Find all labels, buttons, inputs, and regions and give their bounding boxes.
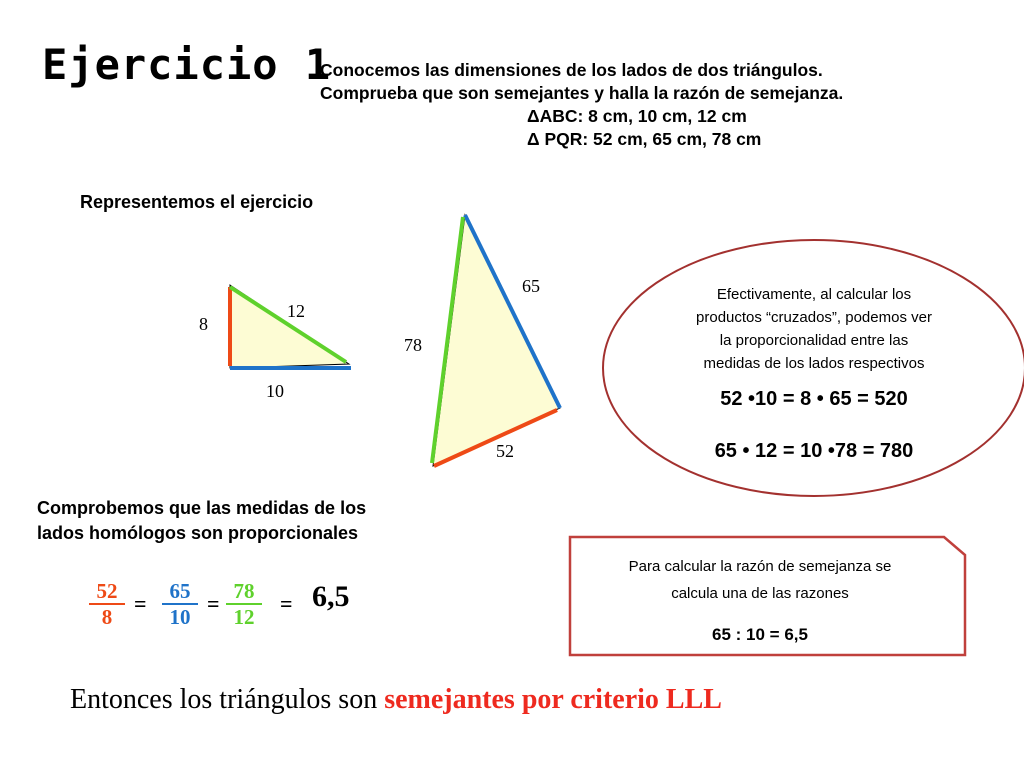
- box-line-2: calcula una de las razones: [671, 585, 849, 602]
- ellipse-line-4: medidas de los lados respectivos: [703, 355, 925, 372]
- check-line-2: lados homólogos son proporcionales: [37, 523, 359, 543]
- fraction-denominator: 12: [233, 605, 255, 629]
- conclusion-prefix: Entonces los triángulos son: [70, 684, 385, 715]
- cross-product-1: 52 •10 = 8 • 65 = 520: [720, 388, 908, 410]
- label-small-12: 12: [287, 301, 305, 321]
- fraction-denominator: 8: [101, 605, 113, 629]
- label-small-10: 10: [266, 381, 284, 401]
- ratio-result: 6,5: [312, 580, 350, 613]
- conclusion-highlight: semejantes por criterio LLL: [384, 684, 722, 715]
- ellipse-line-3: la proporcionalidad entre las: [719, 332, 909, 349]
- check-line-1: Comprobemos que las medidas de los: [37, 498, 367, 518]
- box-ratio-result: 65 : 10 = 6,5: [712, 625, 808, 644]
- fraction-numerator: 52: [89, 579, 125, 605]
- fraction-65-10: [162, 579, 198, 629]
- large-triangle-fill: [433, 215, 560, 466]
- check-heading: [37, 496, 366, 546]
- triangle-abc-data: ΔABC: 8 cm, 10 cm, 12 cm: [527, 106, 747, 126]
- equals-sign: =: [280, 591, 293, 616]
- intro-line-2: Comprueba que son semejantes y halla la razón de semejanza.: [320, 83, 844, 103]
- fraction-52-8: [89, 579, 125, 629]
- section-heading: Representemos el ejercicio: [80, 192, 314, 212]
- equals-sign: =: [207, 591, 220, 616]
- ellipse-line-2: productos “cruzados”, podemos ver: [696, 309, 932, 326]
- fraction-numerator: 78: [226, 579, 262, 605]
- small-triangle: [230, 285, 351, 368]
- page-title: Ejercicio 1: [42, 40, 332, 89]
- ellipse-explanation: [664, 283, 964, 375]
- fraction-78-12: [226, 579, 262, 629]
- label-large-52: 52: [496, 441, 514, 461]
- equals-sign: =: [134, 591, 147, 616]
- cross-product-2: 65 • 12 = 10 •78 = 780: [714, 440, 914, 462]
- label-large-65: 65: [522, 276, 540, 296]
- ellipse-line-1: Efectivamente, al calcular los: [716, 286, 912, 303]
- conclusion: [70, 684, 722, 716]
- label-small-8: 8: [199, 314, 208, 334]
- intro-line-1: Conocemos las dimensiones de los lados de dos triángulos.: [320, 60, 823, 80]
- box-explanation: [585, 553, 935, 607]
- fraction-numerator: 65: [162, 579, 198, 605]
- label-large-78: 78: [404, 335, 422, 355]
- box-line-1: Para calcular la razón de semejanza se: [628, 558, 892, 575]
- fraction-denominator: 10: [169, 605, 191, 629]
- triangle-pqr-data: Δ PQR: 52 cm, 65 cm, 78 cm: [527, 129, 762, 149]
- large-triangle: [432, 215, 560, 466]
